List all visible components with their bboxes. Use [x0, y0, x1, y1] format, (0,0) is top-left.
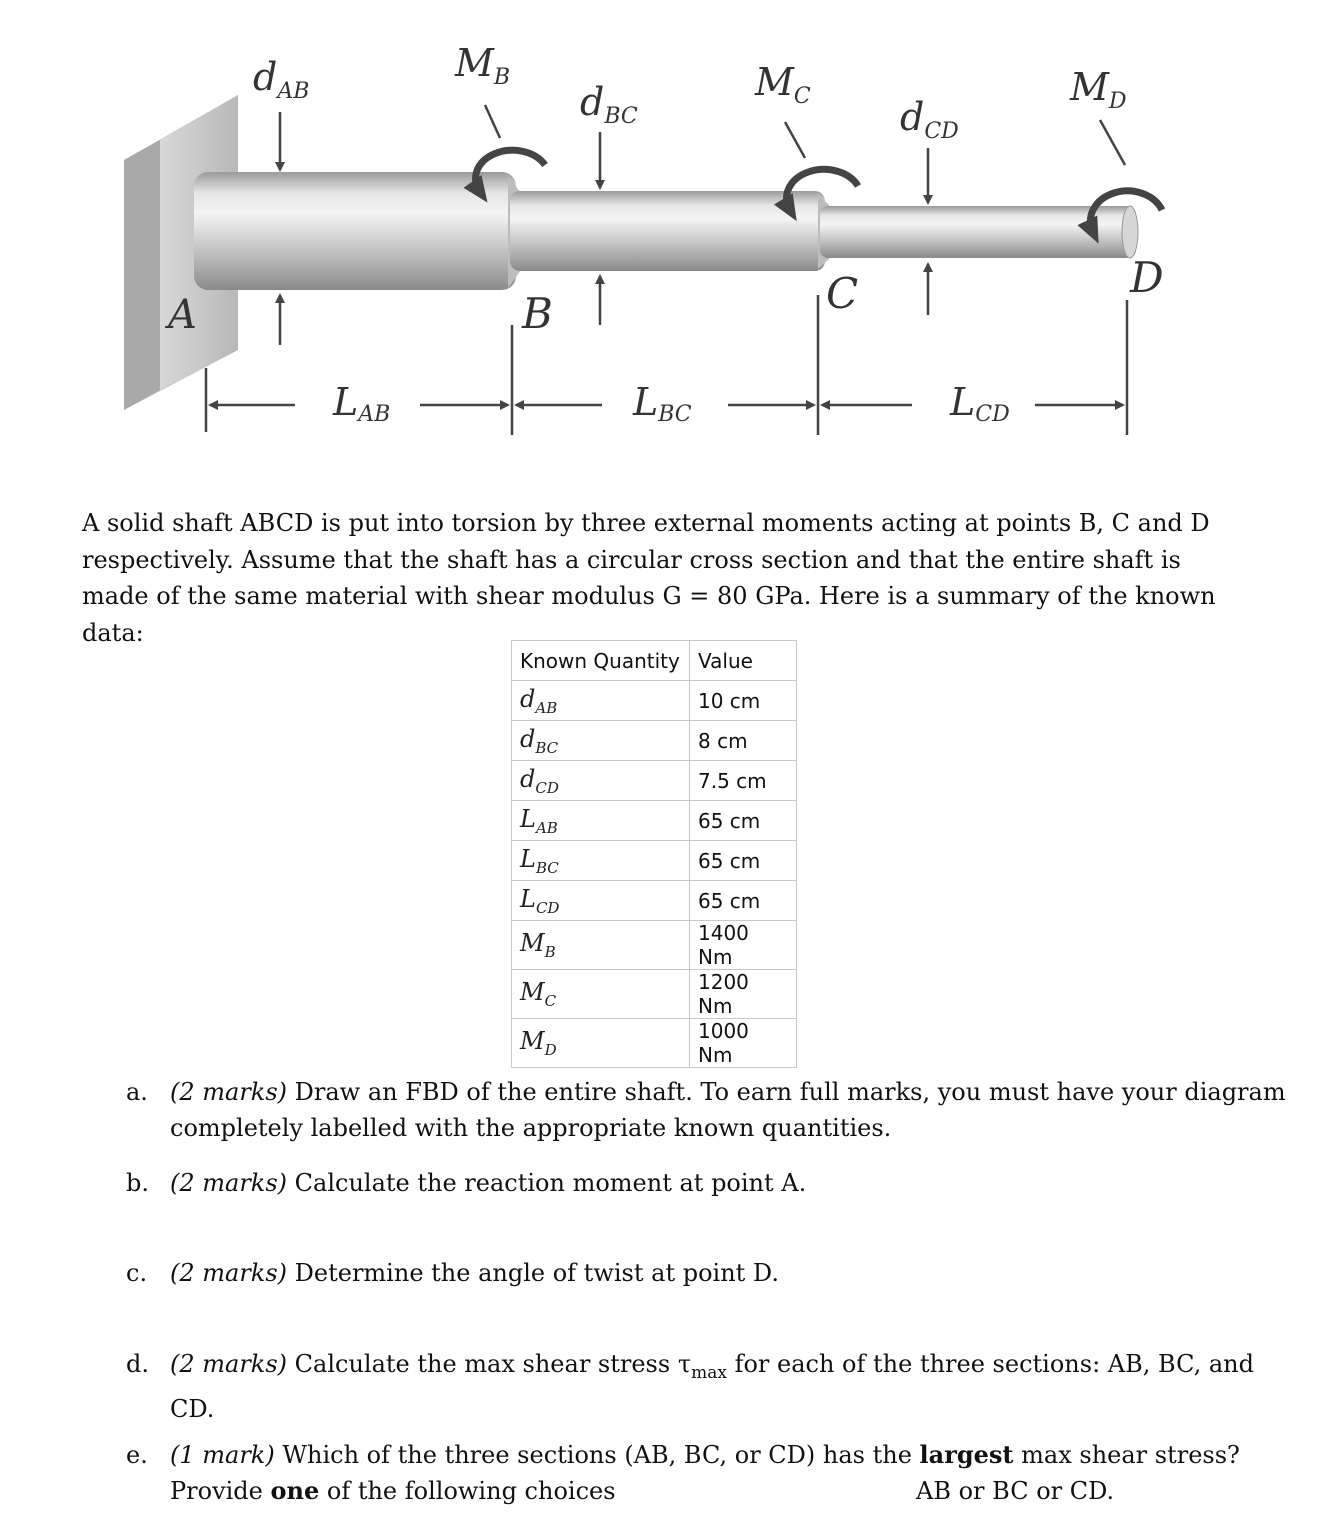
- table-row: [512, 681, 797, 721]
- quantity-value: 65 cm: [690, 841, 797, 881]
- label-m-b: MB: [455, 41, 511, 90]
- question-body: (2 marks) Determine the angle of twist at point D.: [170, 1259, 779, 1287]
- quantity-symbol: $L_{CD}$: [520, 884, 560, 917]
- label-m-c: MC: [755, 60, 811, 109]
- table-row: [512, 761, 797, 801]
- label-d-bc: dBC: [580, 80, 638, 129]
- question-d: [120, 1346, 1300, 1427]
- shaft-segment-ab: [194, 172, 516, 290]
- question-body: (2 marks) Calculate the reaction moment at point A.: [170, 1169, 807, 1197]
- quantity-value: 1400 Nm: [690, 921, 797, 970]
- quantity-symbol: $M_C$: [520, 978, 557, 1010]
- question-letter: d.: [126, 1350, 149, 1378]
- question-marks: (2 marks): [170, 1350, 288, 1378]
- quantity-value: 7.5 cm: [690, 761, 797, 801]
- table-row: [512, 721, 797, 761]
- label-d-ab: dAB: [253, 55, 310, 104]
- label-l-cd: LCD: [950, 380, 1010, 427]
- quantity-symbol: $M_B$: [520, 929, 556, 961]
- quantity-symbol: $M_D$: [520, 1027, 557, 1059]
- answer-choices: AB or BC or CD.: [916, 1477, 1115, 1505]
- quantity-value: 1200 Nm: [690, 970, 797, 1019]
- table-row: [512, 921, 797, 970]
- header-known-quantity: Known Quantity: [512, 641, 690, 681]
- question-marks: (2 marks): [170, 1078, 288, 1106]
- question-marks: (1 mark): [170, 1441, 275, 1469]
- label-point-b: B: [522, 289, 553, 338]
- question-letter: a.: [126, 1078, 148, 1106]
- table-row: [512, 970, 797, 1019]
- question-body: (1 mark) Which of the three sections (AB, BC, or CD) has the largest max shear stress? Provide one of the following choices AB or BC or CD.: [170, 1437, 1300, 1509]
- known-data-table: [511, 640, 797, 1068]
- problem-statement: A solid shaft ABCD is put into torsion by three external moments acting at points B, C and D respectively. Assume that the shaft has a circular cross section and that the entire shaft is made of the same material with shear modulus G = 80 GPa. Here is a summary of the known data:: [82, 509, 1216, 647]
- table-header-row: [512, 641, 797, 681]
- table-row: [512, 841, 797, 881]
- label-point-d: D: [1130, 253, 1164, 302]
- shaft-segment-bc: [510, 191, 825, 271]
- quantity-value: 10 cm: [690, 681, 797, 721]
- question-body: (2 marks) Calculate the max shear stress $\tau_{max}$ for each of the three sections: AB, BC, and CD.: [170, 1350, 1254, 1423]
- label-point-a: A: [168, 292, 197, 338]
- quantity-value: 1000 Nm: [690, 1019, 797, 1068]
- label-point-c: C: [826, 269, 859, 318]
- table-row: [512, 881, 797, 921]
- label-l-ab: LAB: [333, 380, 391, 427]
- question-letter: e.: [126, 1441, 148, 1469]
- table-row: [512, 1019, 797, 1068]
- question-marks: (2 marks): [170, 1169, 288, 1197]
- shaft-end-d: [1122, 206, 1138, 258]
- question-a: [120, 1074, 1300, 1146]
- quantity-symbol: $d_{AB}$: [520, 684, 558, 717]
- quantity-symbol: $L_{AB}$: [520, 804, 558, 837]
- tau-max-symbol: $\tau_{max}$: [677, 1350, 727, 1383]
- question-marks: (2 marks): [170, 1259, 288, 1287]
- label-d-cd: dCD: [900, 95, 959, 144]
- shaft: [194, 172, 1138, 290]
- label-m-d: MD: [1070, 65, 1127, 114]
- quantity-value: 65 cm: [690, 801, 797, 841]
- question-body: (2 marks) Draw an FBD of the entire shaft. To earn full marks, you must have your diagram completely labelled with the appropriate known quantities.: [170, 1078, 1286, 1142]
- question-letter: c.: [126, 1259, 148, 1287]
- quantity-value: 8 cm: [690, 721, 797, 761]
- question-c: [120, 1255, 1300, 1291]
- quantity-symbol: $d_{BC}$: [520, 724, 559, 757]
- question-b: [120, 1165, 1300, 1201]
- shaft-diagram: [0, 0, 1329, 470]
- question-e: [120, 1437, 1300, 1509]
- header-value: Value: [690, 641, 797, 681]
- question-letter: b.: [126, 1169, 149, 1197]
- table-row: [512, 801, 797, 841]
- quantity-value: 65 cm: [690, 881, 797, 921]
- label-l-bc: LBC: [633, 380, 692, 427]
- quantity-symbol: $d_{CD}$: [520, 764, 559, 797]
- quantity-symbol: $L_{BC}$: [520, 844, 559, 877]
